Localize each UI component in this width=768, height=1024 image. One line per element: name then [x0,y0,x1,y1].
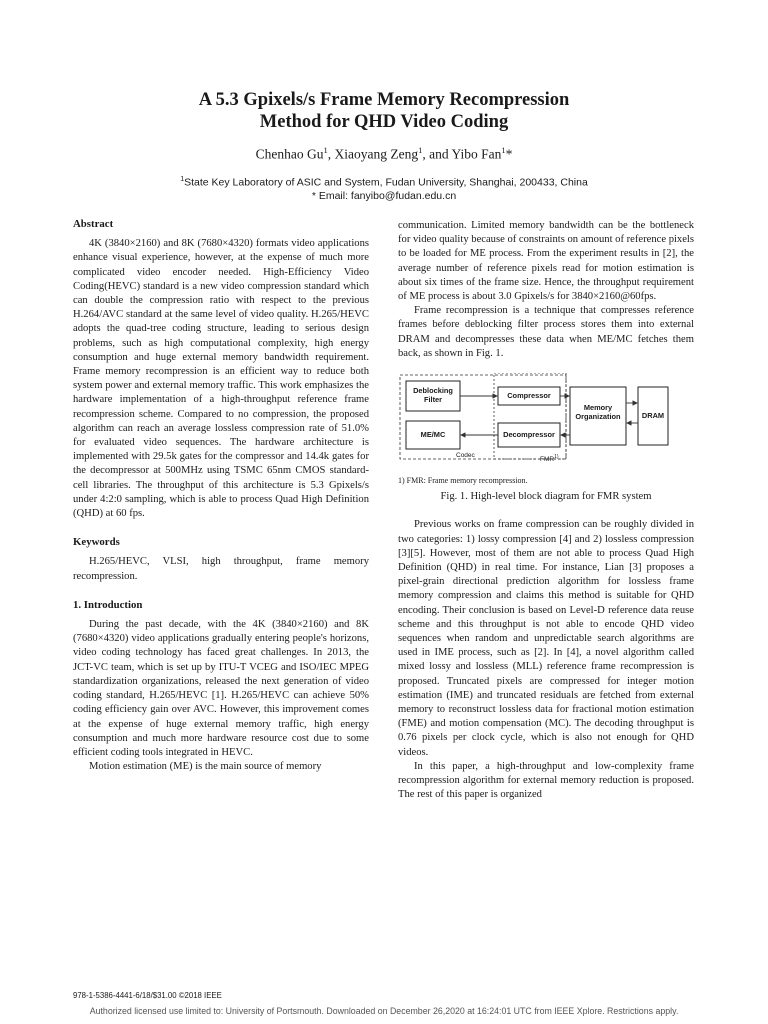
fmr-label [540,450,559,467]
author-name: Chenhao Gu [255,146,324,162]
author-affiliation-mark: 1 [418,145,423,155]
affiliation-mark: 1 [180,176,185,183]
decompressor-label: Decompressor [503,430,555,440]
copyright-notice: 978-1-5386-4441-6/18/$31.00 ©2018 IEEE [73,991,222,1000]
right-column [398,219,694,803]
author-separator: * [505,146,513,162]
body-paragraph: In this paper, a high-throughput and low-complexity frame recompression algorithm for external memory reduction is proposed. The rest of this paper is organized [398,760,694,801]
memory-organization-label: Memory Organization [575,403,621,422]
fmr-footnote-mark: 1) [554,454,559,461]
abstract-text: 4K (3840×2160) and 8K (7680×4320) formats video applications enhance visual experience, however, at the expense of much more complicated video encoder needed. High-Efficiency Video Coding(HEVC) standard is a new video compression standard which can double the compression ratio with respect to the previous H.264/AVC standard at the same level of video quality. H.265/HEVC adopts the quad-tree coding structure, leading to serious design problems, such as high computational complexity, high energy consumption and huge external memory bandwidth requirement. Frame memory recompression is an efficient way to reduce both system power and external memory traffic. This work emphasizes the hardware implementation of a high-throughput reference frame recompression scheme. Compared to no compression, the proposed algorithm can reach an average lossless compression rate of 51.0% for evaluated video sequences. The hardware architecture is implemented with 29.5k gates for the compressor and 14.4k gates for the decompressor at 500MHz using TSMC 65nm CMOS standard-cell libraries. The throughput of this architecture is 5.3 Gpixels/s under 4:2:0 sampling, which is able to process Quad High Definition (QHD) at 60 fps. [73,238,369,520]
author-name: Yibo Fan [451,146,502,162]
keywords-text: H.265/HEVC, VLSI, high throughput, frame memory recompression. [73,556,369,582]
fmr-block-diagram [398,373,694,471]
keywords-heading: Keywords [73,536,120,549]
figure-caption: Fig. 1. High-level block diagram for FMR system [440,491,652,503]
figure-footnote: 1) FMR: Frame memory recompression. [398,476,528,486]
author-separator: , and [422,146,452,162]
left-column [73,217,369,774]
paper-title-line-1: A 5.3 Gpixels/s Frame Memory Recompression [198,90,570,110]
author-affiliation-mark: 1 [323,145,328,155]
body-paragraph: Frame recompression is a technique that compresses reference frames before deblocking filter process stores them into external DRAM and decompresses these data when ME/MC fetches them back, as shown in Fig. 1. [398,305,694,359]
memc-label: ME/MC [420,430,446,440]
author-list [0,145,768,163]
introduction-heading: 1. Introduction [73,598,143,611]
body-paragraph: Previous works on frame compression can be roughly divided in two categories: 1) lossy compression [4] and 2) lossless compression [3][5]. However, most of them are not able to process Quad High Definition (QHD) in real time. For instance, Lian [3] proposes a pixel-grain directional prediction algorithm for lossless frame memory compression and claims this method is suitable for QHD encoding. Their conclusion is based on Level-D reference data reuse scheme and this throughput is not able to encode QHD video sequences when random and unpredictable search algorithms are used in IME process, such as [2]. In [4], a novel algorithm called mixed lossy and lossless (MLL) reference frame recompression is proposed. Truncated pixels are compressed for integer motion estimation (IME) and truncated residuals are fetched from external memory to reconstruct lossless data for fractional motion estimation (FME) and motion compensation (MC). The decoding throughput is 0.76 pixels per clock cycle, which is also not enough for QHD videos. [398,519,694,758]
affiliation [0,176,768,189]
author-affiliation-mark: 1 [501,145,506,155]
abstract-heading: Abstract [73,218,114,230]
dram-label: DRAM [641,411,665,421]
author-separator: , [327,146,335,162]
introduction-paragraph: Motion estimation (ME) is the main source of memory [89,761,322,773]
paper-title-line-2: Method for QHD Video Coding [259,112,509,132]
body-paragraph: communication. Limited memory bandwidth can be the bottleneck for video quality because of constraints on amount of reference pixels to be loaded for ME process. From the experiment results in [2], the average number of reference pixels read for motion estimation is about six times of the frame size. Hence, the throughput requirement of ME process is about 3.0 Gpixels/s for 3840×2160@60fps. [398,220,694,303]
deblocking-filter-label: Deblocking Filter [413,386,453,405]
author-name: Xiaoyang Zeng [334,146,419,162]
introduction-paragraph: During the past decade, with the 4K (3840×2160) and 8K (7680×4320) video applications gradually entering people's horizons, video coding technology has faced great challenges. In 2013, the JCT-VC team, which is set up by ITU-T VCEG and ISO/IEC MPEG standardization organizations, released the next generation of video coding standard, H.265/HEVC [1]. H.265/HEVC can achieve 50% coding efficiency gain over AVC. However, this improvement comes at the expense of huge external memory traffic, high energy consumption and much more hardware resource cost due to some efficient coding tools integrated in HEVC. [73,619,369,758]
compressor-label: Compressor [507,391,551,401]
contact-email: * Email: fanyibo@fudan.edu.cn [311,190,457,202]
license-notice: Authorized licensed use limited to: University of Portsmouth. Downloaded on December 26,2020 at 16:24:01 UTC from IEEE Xplore. Restrictions apply. [89,1006,679,1016]
codec-label: Codec [456,452,475,460]
affiliation-text: State Key Laboratory of ASIC and System, Fudan University, Shanghai, 200433, China [184,176,588,189]
fmr-label-text: FMR [540,456,555,464]
